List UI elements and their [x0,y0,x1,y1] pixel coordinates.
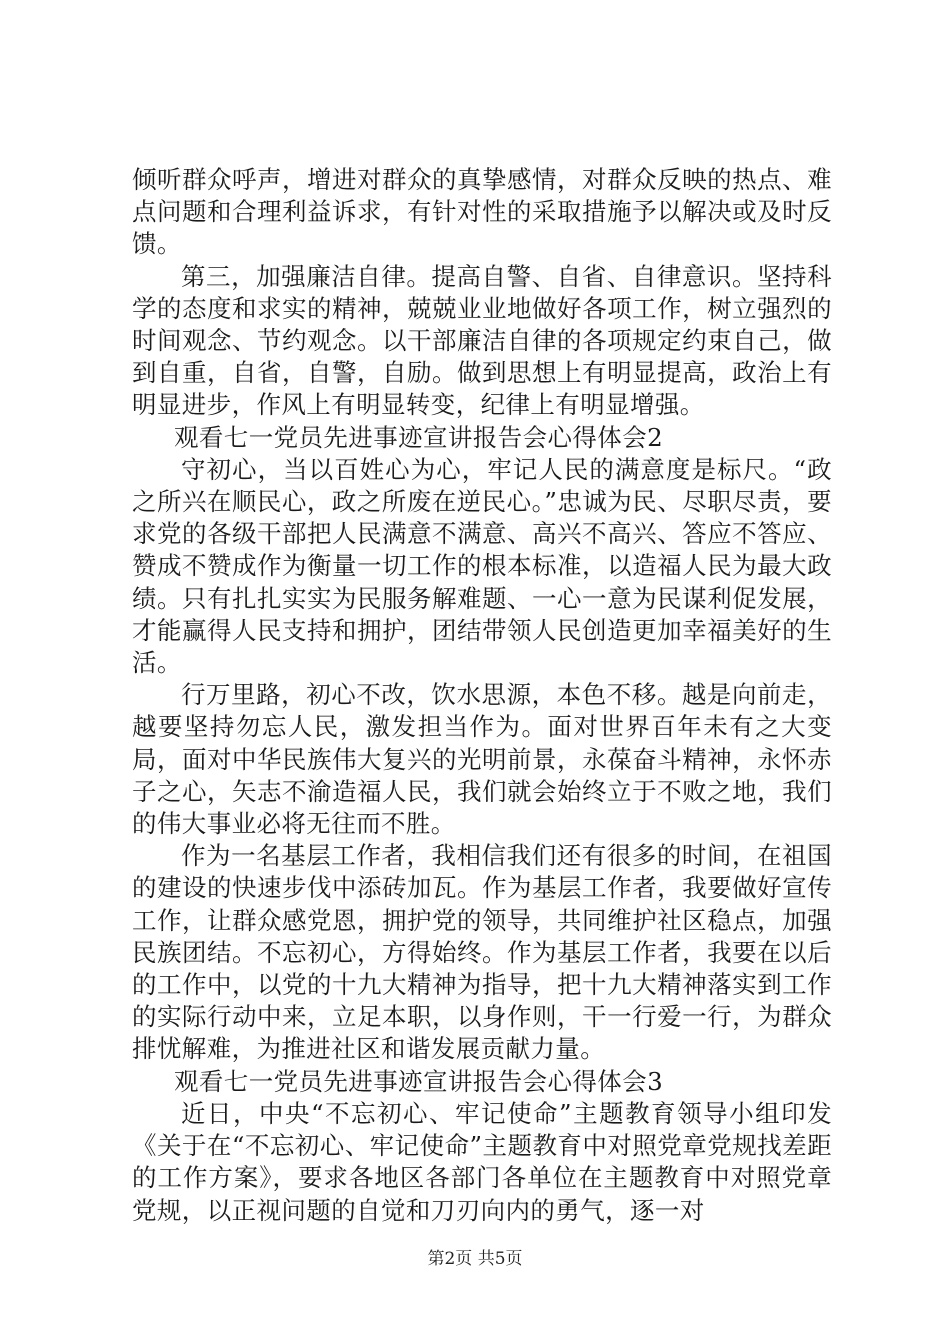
paragraph-continuation: 倾听群众呼声，增进对群众的真挚感情，对群众反映的热点、难点问题和合理利益诉求，有针对性的采取措施予以解决或及时反馈。 [132,165,832,259]
paragraph-grassroots-worker: 作为一名基层工作者，我相信我们还有很多的时间，在祖国的建设的快速步伐中添砖加瓦。作为基层工作者，我要做好宣传工作，让群众感党恩，拥护党的领导，共同维护社区稳点，加强民族团结。不忘初心，方得始终。作为基层工作者，我要在以后的工作中，以党的十九大精神为指导，把十九大精神落实到工作的实际行动中来，立足本职，以身作则，干一行爱一行，为群众排忧解难，为推进社区和谐发展贡献力量。 [132,841,832,1064]
section-heading-2: 观看七一党员先进事迹宣讲报告会心得体会2 [174,422,664,452]
document-body [132,164,832,1227]
section-heading-3: 观看七一党员先进事迹宣讲报告会心得体会3 [174,1066,664,1096]
paragraph-integrity: 第三，加强廉洁自律。提高自警、自省、自律意识。坚持科学的态度和求实的精神，兢兢业业地做好各项工作，树立强烈的时间观念、节约观念。以干部廉洁自律的各项规定约束自己，做到自重，自省，自警，自励。做到思想上有明显提高，政治上有明显进步，作风上有明显转变，纪律上有明显增强。 [132,261,832,420]
page-number-footer: 第2页 共5页 [427,1249,523,1269]
paragraph-central-notice: 近日，中央“不忘初心、牢记使命”主题教育领导小组印发《关于在“不忘初心、牢记使命”主题教育中对照党章党规找差距的工作方案》，要求各地区各部门各单位在主题教育中对照党章党规，以正视问题的自觉和刀刃向内的勇气，逐一对 [132,1098,832,1225]
paragraph-original-aspiration: 守初心，当以百姓心为心，牢记人民的满意度是标尺。“政之所兴在顺民心，政之所废在逆民心。”忠诚为民、尽职尽责，要求党的各级干部把人民满意不满意、高兴不高兴、答应不答应、赞成不赞成作为衡量一切工作的根本标准，以造福人民为最大政绩。只有扎扎实实为民服务解难题、一心一意为民谋利促发展，才能赢得人民支持和拥护，团结带领人民创造更加幸福美好的生活。 [132,454,832,678]
paragraph-long-road: 行万里路，初心不改，饮水思源，本色不移。越是向前走，越要坚持勿忘人民，激发担当作为。面对世界百年未有之大变局，面对中华民族伟大复兴的光明前景，永葆奋斗精神，永怀赤子之心，矢志不渝造福人民，我们就会始终立于不败之地，我们的伟大事业必将无往而不胜。 [132,680,832,839]
